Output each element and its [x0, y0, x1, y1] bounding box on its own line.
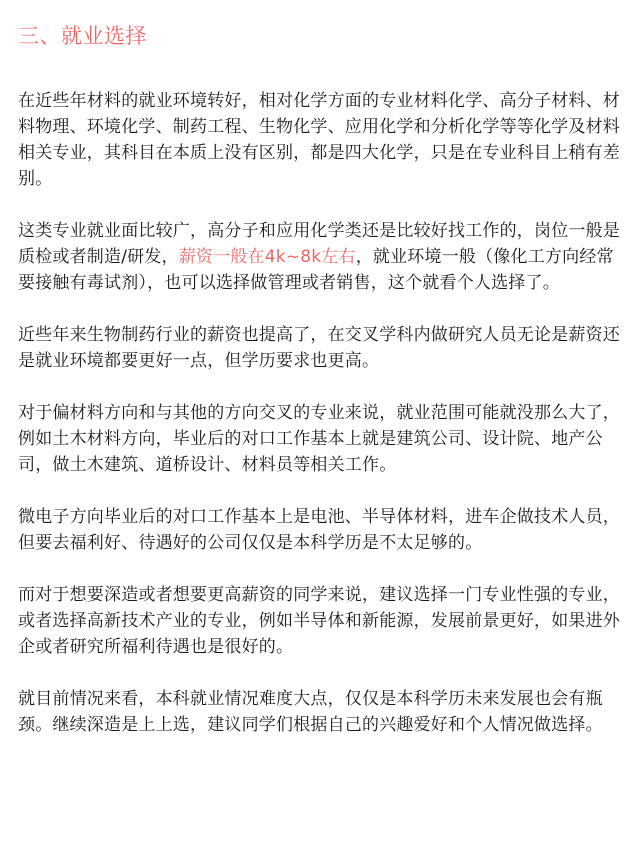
paragraph-biopharma: 近些年来生物制药行业的薪资也提高了，在交叉学科内做研究人员无论是薪资还是就业环境都要更好一点，但学历要求也更高。	[18, 325, 620, 371]
paragraph-job-scope-text-end: ，就业环境一般（像化工方向经常要接触有毒试剂），也可以选择做管理或者销售，这个就看个人选择了。	[18, 247, 614, 293]
paragraph-conclusion: 就目前情况来看，本科就业情况难度大点，仅仅是本科学历未来发展也会有瓶颈。继续深造是上上选，建议同学们根据自己的兴趣爱好和个人情况做选择。	[18, 689, 603, 735]
paragraph-job-scope-text-start: 这类专业就业面比较广，高分子和应用化学类还是比较好找工作的，岗位一般是质检或者制造/研发，	[18, 221, 620, 267]
paragraph-materials-overview: 在近些年材料的就业环境转好，相对化学方面的专业材料化学、高分子材料、材料物理、环境化学、制药工程、生物化学、应用化学和分析化学等等化学及材料相关专业，其科目在本质上没有区别，都是四大化学，只是在专业科目上稍有差别。	[18, 91, 620, 189]
paragraph-further-study: 而对于想要深造或者想要更高薪资的同学来说，建议选择一门专业性强的专业，或者选择高新技术产业的专业，例如半导体和新能源，发展前景更好，如果进外企或者研究所福利待遇也是很好的。	[18, 585, 620, 657]
paragraph-microelectronics: 微电子方向毕业后的对口工作基本上是电池、半导体材料，进车企做技术人员，但要去福利好、待遇好的公司仅仅是本科学历是不太足够的。	[18, 507, 620, 553]
salary-highlight: 薪资一般在4k~8k左右	[178, 247, 356, 267]
paragraph-job-scope	[18, 218, 622, 296]
section-title: 三、就业选择	[18, 24, 147, 48]
paragraph-cross-discipline: 对于偏材料方向和与其他的方向交叉的专业来说，就业范围可能就没那么大了，例如土木材料方向，毕业后的对口工作基本上就是建筑公司、设计院、地产公司，做土木建筑、道桥设计、材料员等相关工作。	[18, 403, 620, 475]
